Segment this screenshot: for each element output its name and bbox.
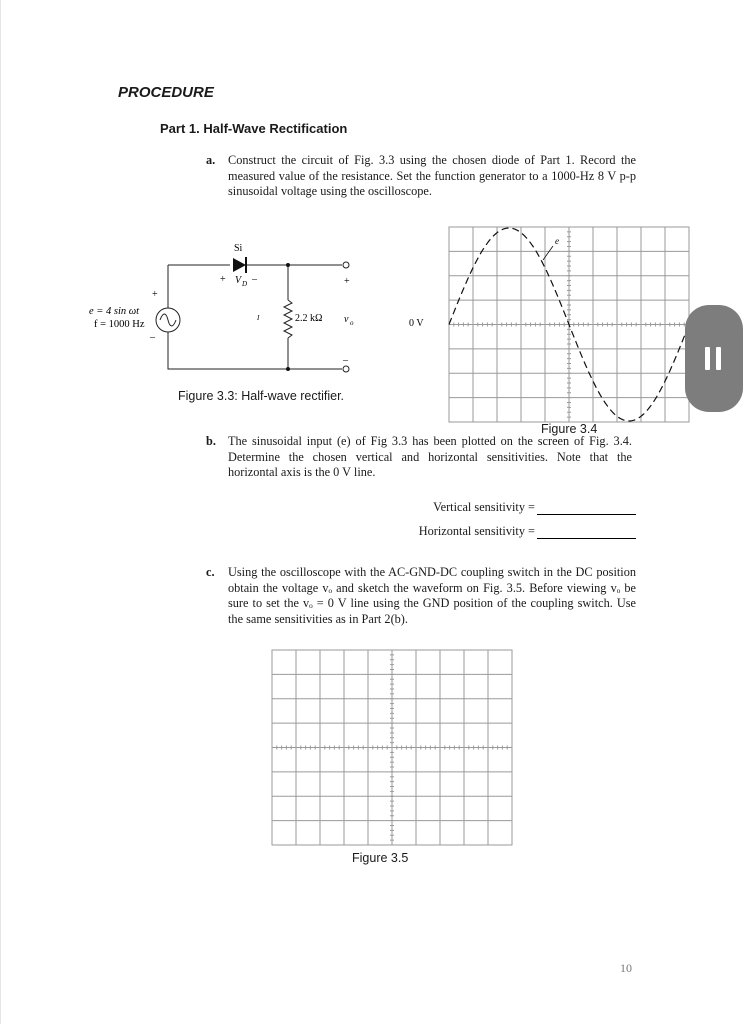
output-minus: – [343, 355, 348, 366]
page-number: 10 [620, 961, 632, 975]
vertical-sensitivity-label: Vertical sensitivity = [433, 500, 535, 514]
zero-volt-label: 0 V [409, 318, 424, 329]
step-c-text: Using the oscilloscope with the AC-GND-DC coupling switch in the DC position obtain the voltage vₒ and sketch the waveform on Fig. 3.5. Before viewing vₒ be sure to set the vₒ = 0 V line using the GND position of the coupling switch. Use the same sensitivities as in Part 2(b). [228, 565, 636, 626]
source-plus: + [152, 289, 158, 300]
source-minus: – [150, 332, 155, 343]
figure-3-5-scope[interactable] [262, 645, 532, 850]
current-label: I [257, 314, 260, 322]
figure-3-3-caption: Figure 3.3: Half-wave rectifier. [178, 389, 345, 403]
vertical-sensitivity-blank[interactable] [537, 500, 636, 515]
step-b-text: The sinusoidal input (e) of Fig 3.3 has been plotted on the screen of Fig. 3.4. Determine the chosen vertical and horizontal sensitivities. Note that the horizontal axis is the 0 V line. [228, 434, 632, 479]
step-b-label: b. [206, 434, 216, 448]
output-plus: + [344, 276, 350, 287]
handle-grip-left [705, 347, 710, 370]
source-equation: e = 4 sin ωt [89, 306, 140, 317]
step-c [206, 565, 636, 627]
output-terminal-bottom [343, 366, 349, 372]
step-a-text: Construct the circuit of Fig. 3.3 using the chosen diode of Part 1. Record the measured value of the resistance. Set the function generator to a 1000-Hz 8 V p-p sinusoidal voltage using the oscilloscope. [228, 153, 636, 198]
step-a-label: a. [206, 153, 216, 167]
output-label: v [344, 314, 349, 325]
page-left-edge [0, 0, 1, 1024]
figure-3-4-scope [405, 222, 700, 426]
vd-plus: + [220, 274, 226, 285]
junction-bottom [286, 367, 290, 371]
output-subscript: o [350, 319, 354, 327]
figure-3-5-grid [272, 650, 512, 845]
vd-subscript: D [242, 280, 248, 288]
resistor-icon [284, 300, 292, 338]
handle-grip-right [716, 347, 721, 370]
diode-label: Si [234, 243, 243, 254]
sine-symbol-icon [160, 314, 176, 326]
step-c-label: c. [206, 565, 215, 579]
vd-minus: – [252, 274, 257, 285]
diode-icon [233, 258, 246, 272]
curve-label-e: e [555, 236, 559, 246]
output-terminal-top [343, 262, 349, 268]
procedure-heading: PROCEDURE [118, 84, 214, 101]
junction-top [286, 263, 290, 267]
part-1-title: Part 1. Half-Wave Rectification [160, 121, 348, 136]
source-frequency: f = 1000 Hz [94, 319, 145, 330]
half-wave-rectifier-circuit [80, 232, 380, 392]
vd-label: V [235, 275, 242, 286]
horizontal-sensitivity-label: Horizontal sensitivity = [418, 524, 535, 538]
bottom-wire [168, 332, 342, 369]
scroll-handle[interactable] [685, 305, 743, 412]
horizontal-sensitivity-blank[interactable] [537, 524, 636, 539]
figure-3-4-caption: Figure 3.4 [541, 422, 598, 436]
step-b [206, 434, 632, 481]
resistor-label: 2.2 kΩ [295, 313, 323, 324]
figure-3-5-caption: Figure 3.5 [352, 851, 409, 865]
step-a [206, 153, 636, 200]
